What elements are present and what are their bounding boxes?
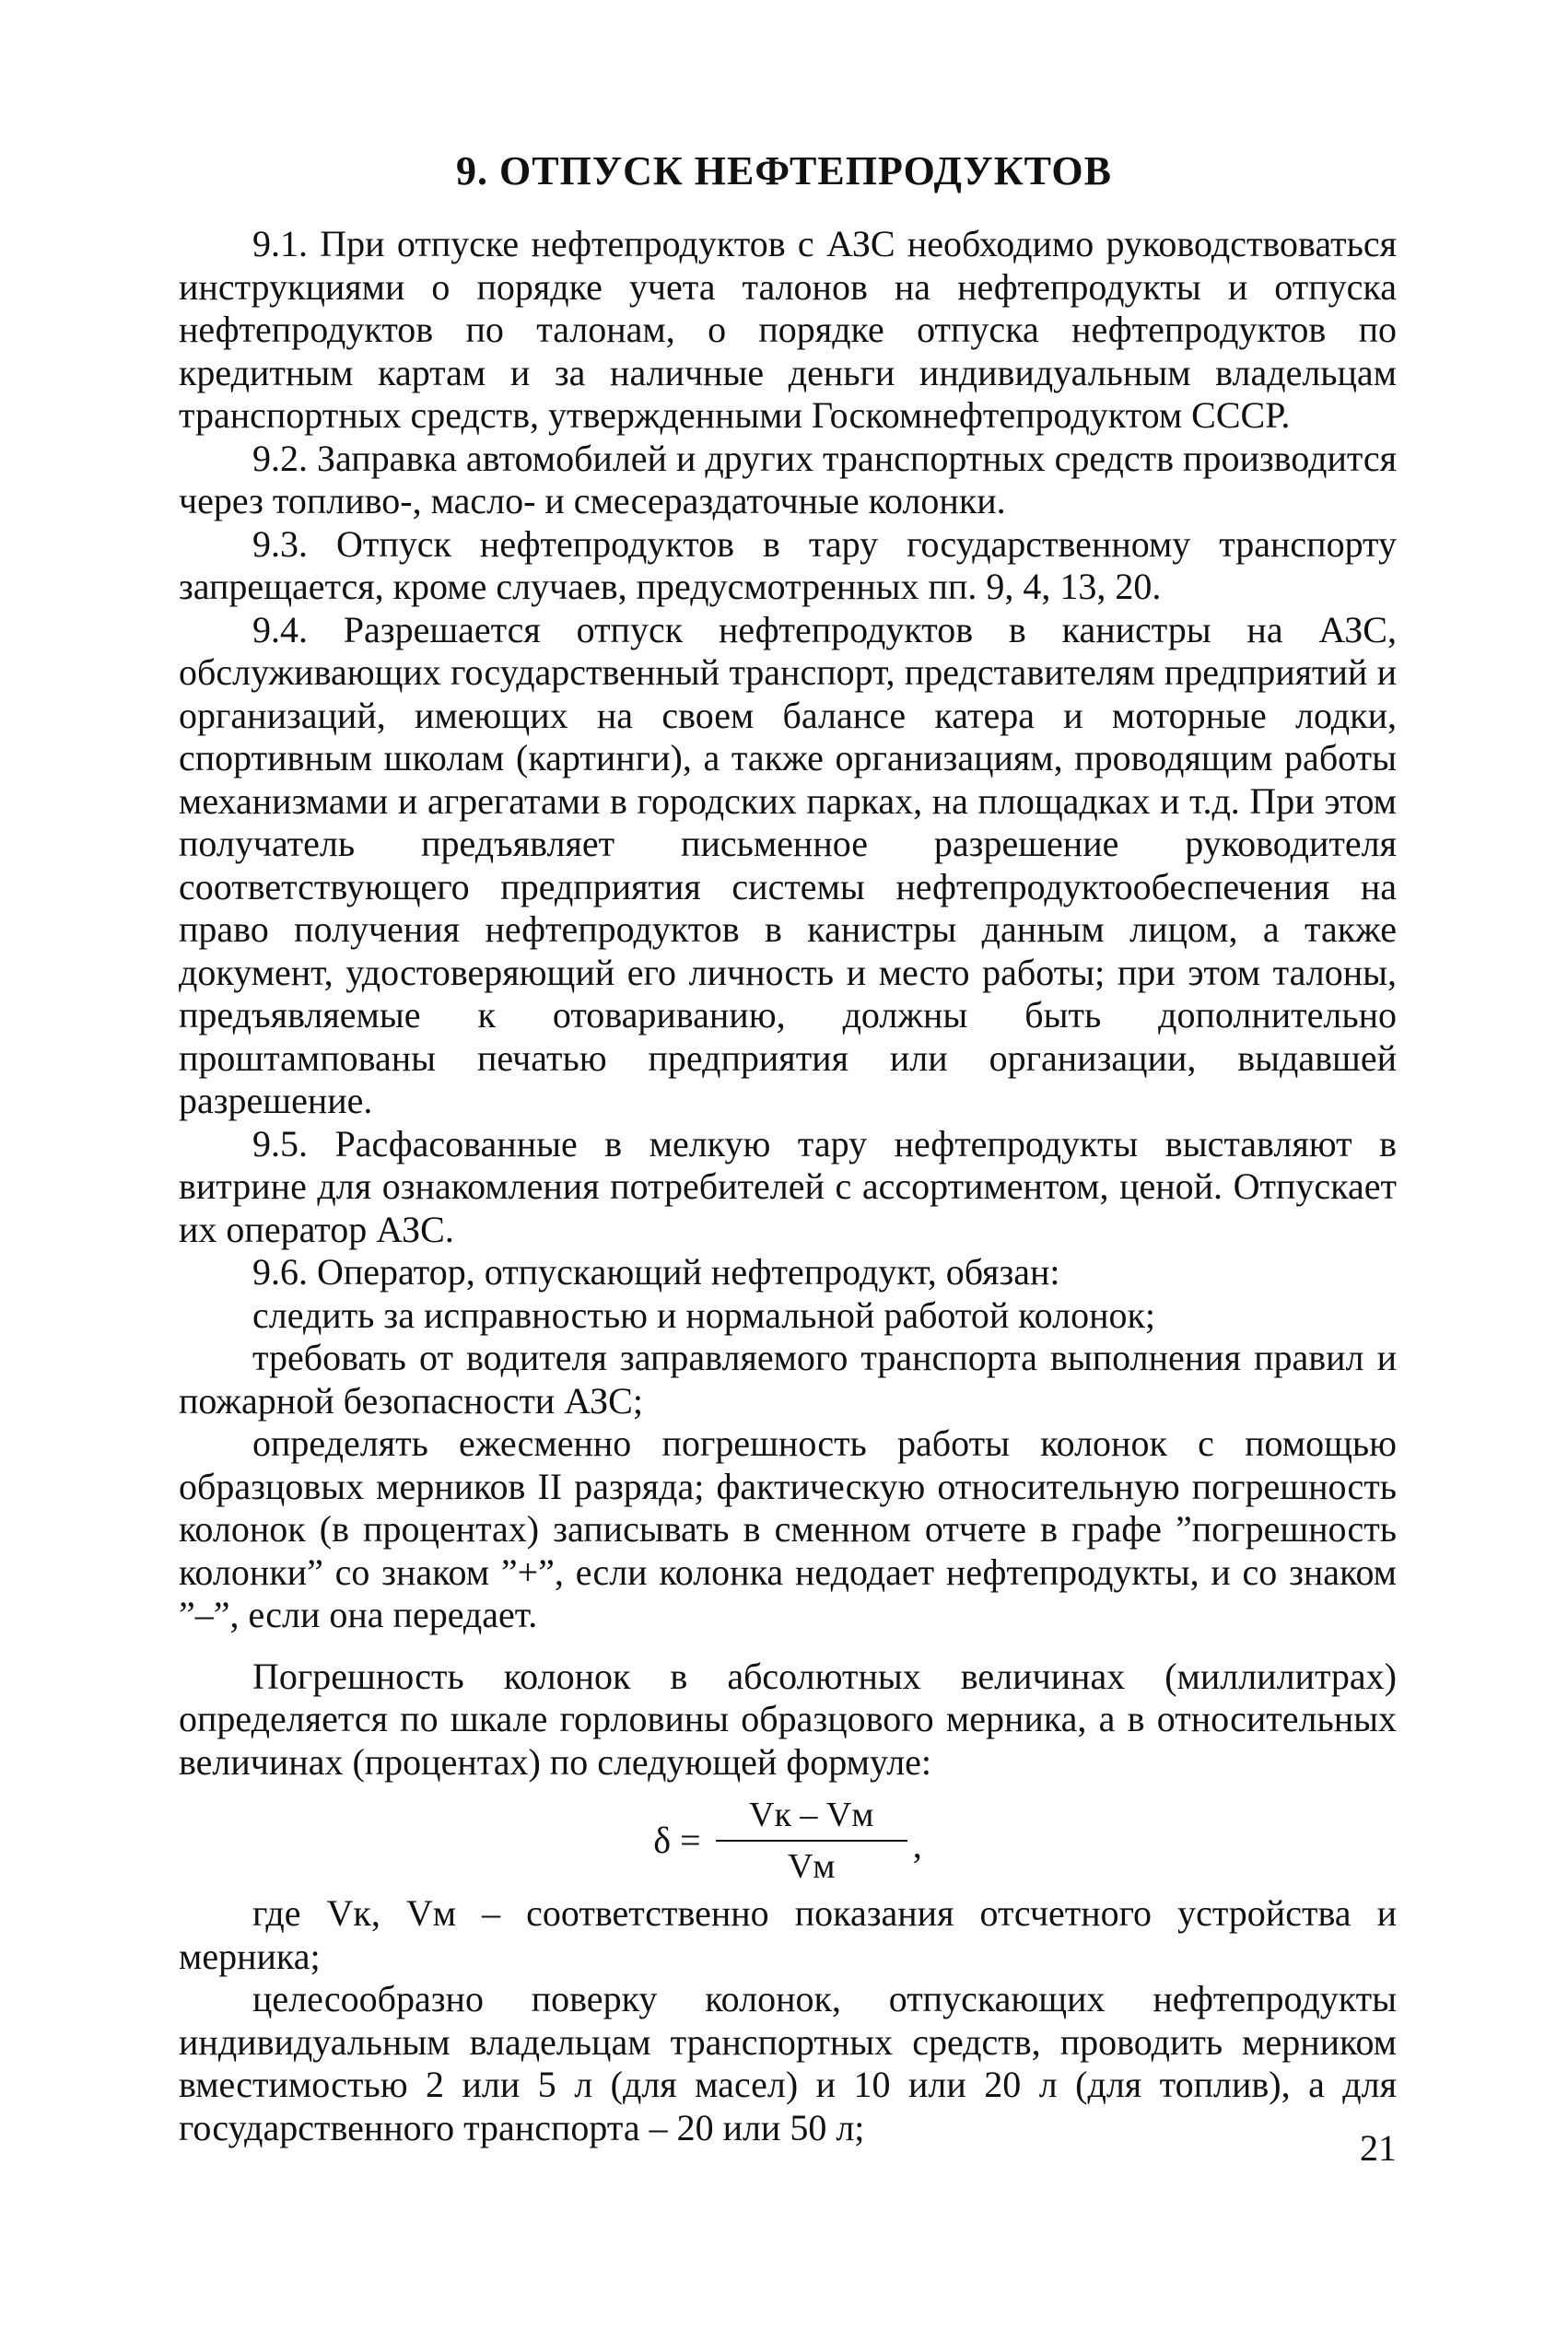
formula-denominator: Vм (787, 1847, 836, 1886)
duty-item-3: определять ежесменно погрешность работы колонок с помощью образцовых мерников II разряда; фактическую относительную погрешность колонок (в процентах) записывать в сменном отчете в графе ”погрешность колонки” со знаком ”+”, если колонка недодает нефтепродукты, и со знаком ”–”, если она передает. (179, 1422, 1397, 1635)
paragraph-9-4: 9.4. Разрешается отпуск нефтепродуктов в канистры на АЗС, обслуживающих государственный транспорт, представителям предприятий и организаций, имеющих на своем балансе катера и моторные лодки, спортивным школам (картинги), а также организациям, проводящим работы механизмами и агрегатами в городских парках, на площадках и т.д. При этом получатель предъявляет письменное разрешение руководителя соответствующего предприятия системы нефтепродуктообеспечения на право получения нефтепродуктов в канистры данным лицом, а также документ, удостоверяющий его личность и место работы; при этом талоны, предъявляемые к отовариванию, должны быть дополнительно проштампованы печатью предприятия или организации, выдавшей разрешение. (179, 608, 1397, 1121)
formula-comma: , (912, 1823, 922, 1866)
formula-legend: где Vк, Vм – соответственно показания отсчетного устройства и мерника; (179, 1892, 1397, 1977)
page-number: 21 (1360, 2127, 1397, 2169)
duty-item-1: следить за исправностью и нормальной работой колонок; (252, 1293, 1156, 1336)
formula-numerator: Vк – Vм (749, 1795, 874, 1834)
paragraph-9-3: 9.3. Отпуск нефтепродуктов в тару государственному транспорту запрещается, кроме случаев, предусмотренных пп. 9, 4, 13, 20. (179, 522, 1397, 607)
formula-fraction (716, 1794, 907, 1889)
formula-lhs: δ = (653, 1819, 701, 1861)
error-formula (179, 1789, 1397, 1892)
paragraph-9-6: 9.6. Оператор, отпускающий нефтепродукт, обязан: (252, 1251, 1060, 1293)
error-paragraph: Погрешность колонок в абсолютных величинах (миллилитрах) определяется по шкале горловины образцового мерника, а в относительных величинах (процентах) по следующей формуле: (179, 1655, 1397, 1783)
paragraph-9-1: 9.1. При отпуске нефтепродуктов с АЗС необходимо руководствоваться инструкциями о порядке учета талонов на нефтепродукты и отпуска нефтепродуктов по талонам, о порядке отпуска нефтепродуктов по кредитным картам и за наличные деньги индивидуальным владельцам транспортных средств, утвержденными Госкомнефтепродуктом СССР. (179, 223, 1397, 436)
section-title: 9. ОТПУСК НЕФТЕПРОДУКТОВ (456, 148, 1112, 193)
paragraph-9-5: 9.5. Расфасованные в мелкую тару нефтепродукты выставляют в витрине для ознакомления потребителей с ассортиментом, ценой. Отпускает их оператор АЗС. (179, 1122, 1397, 1250)
section-body (179, 223, 1397, 2149)
duty-item-2: требовать от водителя заправляемого транспорта выполнения правил и пожарной безопасности АЗС; (179, 1337, 1397, 1422)
duty-item-4: целесообразно поверку колонок, отпускающих нефтепродукты индивидуальным владельцам транспортных средств, проводить мерником вместимостью 2 или 5 л (для масел) и 10 или 20 л (для топлив), а для государственного транспорта – 20 или 50 л; (179, 1978, 1397, 2148)
paragraph-9-2: 9.2. Заправка автомобилей и других транспортных средств производится через топливо-, масло- и смесераздаточные колонки. (179, 437, 1397, 521)
